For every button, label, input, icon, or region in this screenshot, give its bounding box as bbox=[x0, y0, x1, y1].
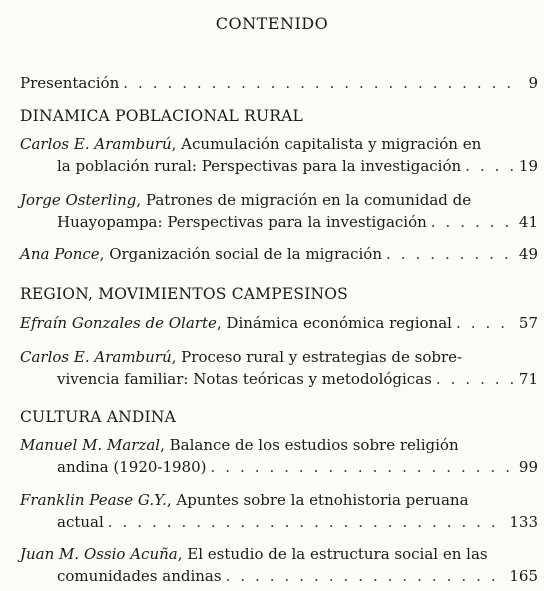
dot-leader bbox=[456, 312, 515, 334]
dot-leader bbox=[431, 211, 515, 233]
entry-title-continued: vivencia familiar: Notas teóricas y metodológicas bbox=[57, 370, 432, 388]
toc-entry bbox=[20, 434, 538, 478]
entry-title-continued: andina (1920-1980) bbox=[57, 458, 207, 476]
toc-entry bbox=[20, 543, 538, 587]
entry-title: , Patrones de migración en la comunidad de bbox=[136, 191, 472, 209]
entry-title-continued: comunidades andinas bbox=[57, 567, 222, 585]
page-number: 165 bbox=[509, 567, 538, 585]
page-number: 19 bbox=[518, 157, 538, 175]
dot-leader bbox=[465, 155, 515, 177]
page-number: 49 bbox=[518, 245, 538, 263]
page-number: 71 bbox=[518, 370, 538, 388]
page-number: 57 bbox=[518, 314, 538, 332]
entry-author: Efraín Gonzales de Olarte bbox=[20, 314, 217, 332]
entry-title-continued: la población rural: Perspectivas para la investigación bbox=[57, 157, 462, 175]
entry-author: Ana Ponce bbox=[20, 245, 100, 263]
toc-entry bbox=[20, 489, 538, 533]
toc-entry bbox=[20, 346, 538, 390]
entry-author: Manuel M. Marzal bbox=[20, 436, 161, 454]
entry-author: Juan M. Ossio Acuña bbox=[20, 545, 178, 563]
entry-label: Presentación bbox=[20, 74, 120, 92]
dot-leader bbox=[226, 565, 506, 587]
entry-title-continued: Huayopampa: Perspectivas para la investigación bbox=[57, 213, 427, 231]
page-number: 133 bbox=[509, 513, 538, 531]
page-number: 9 bbox=[528, 74, 538, 92]
section-heading: CULTURA ANDINA bbox=[20, 408, 177, 426]
toc-entry bbox=[20, 189, 538, 233]
section-heading: REGION, MOVIMIENTOS CAMPESINOS bbox=[20, 285, 349, 303]
toc-entry bbox=[20, 312, 538, 334]
entry-title: , Proceso rural y estrategias de sobre- bbox=[171, 348, 463, 366]
dot-leader bbox=[108, 511, 506, 533]
entry-author: Jorge Osterling bbox=[20, 191, 137, 209]
entry-title: , Acumulación capitalista y migración en bbox=[171, 135, 482, 153]
dot-leader bbox=[436, 368, 515, 390]
entry-title-continued: actual bbox=[57, 513, 104, 531]
entry-title: , Balance de los estudios sobre religión bbox=[160, 436, 459, 454]
entry-title: , Organización social de la migración bbox=[99, 245, 382, 263]
page-title: CONTENIDO bbox=[215, 14, 329, 33]
toc-entry bbox=[20, 133, 538, 177]
dot-leader bbox=[386, 243, 515, 265]
toc-entry-presentacion bbox=[20, 72, 538, 94]
dot-leader bbox=[211, 456, 515, 478]
section-heading: DINAMICA POBLACIONAL RURAL bbox=[20, 107, 304, 125]
entry-author: Franklin Pease G.Y. bbox=[20, 491, 167, 509]
entry-title: , Apuntes sobre la etnohistoria peruana bbox=[166, 491, 469, 509]
toc-entry bbox=[20, 243, 538, 265]
entry-title: , Dinámica económica regional bbox=[216, 314, 452, 332]
page-number: 41 bbox=[518, 213, 538, 231]
dot-leader bbox=[123, 72, 516, 94]
page-number: 99 bbox=[518, 458, 538, 476]
entry-author: Carlos E. Aramburú bbox=[20, 135, 172, 153]
entry-author: Carlos E. Aramburú bbox=[20, 348, 172, 366]
entry-title: , El estudio de la estructura social en las bbox=[177, 545, 488, 563]
